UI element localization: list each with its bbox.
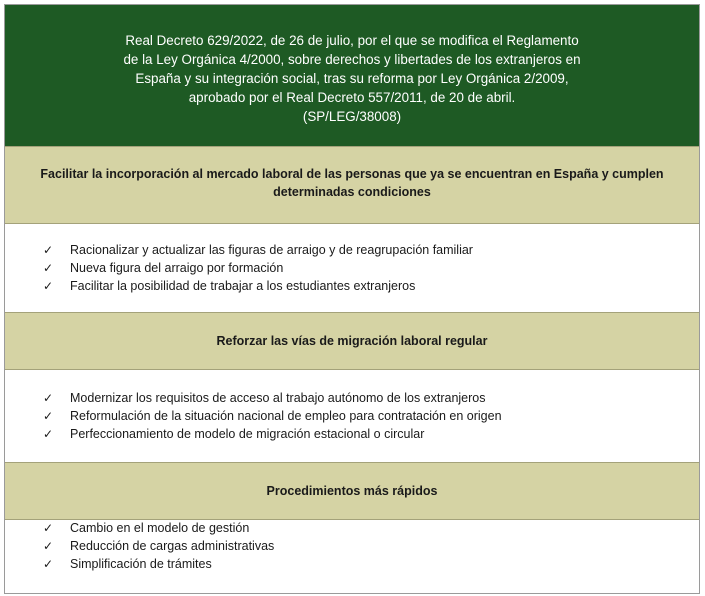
section-heading-faster-procedures <box>5 462 699 520</box>
checkmark-icon: ✓ <box>43 279 54 293</box>
decree-title-line: de la Ley Orgánica 4/2000, sobre derechos y libertades de los extranjeros en <box>123 52 581 67</box>
list-item <box>43 519 699 537</box>
section-heading-line: Procedimientos más rápidos <box>266 484 438 498</box>
list-item-text: Simplificación de trámites <box>70 557 212 571</box>
list-item-text: Reducción de cargas administrativas <box>70 539 275 553</box>
section-heading-line: Reforzar las vías de migración laboral regular <box>216 334 488 348</box>
list-item <box>43 277 699 295</box>
decree-title-line: aprobado por el Real Decreto 557/2011, de 20 de abril. <box>188 90 516 105</box>
section-heading-labor-market <box>5 146 699 224</box>
list-item-text: Racionalizar y actualizar las figuras de arraigo y de reagrupación familiar <box>70 243 473 257</box>
list-item <box>43 389 699 407</box>
list-item-text: Nueva figura del arraigo por formación <box>70 261 284 275</box>
list-item-text: Modernizar los requisitos de acceso al trabajo autónomo de los extranjeros <box>70 391 486 405</box>
list-item <box>43 259 699 277</box>
checkmark-icon: ✓ <box>43 243 54 257</box>
section-items-regular-migration <box>5 389 699 443</box>
list-item-text: Cambio en el modelo de gestión <box>70 521 250 535</box>
checkmark-icon: ✓ <box>43 521 54 535</box>
section-items-labor-market <box>5 241 699 295</box>
section-heading-line: determinadas condiciones <box>273 185 431 199</box>
checkmark-icon: ✓ <box>43 427 54 441</box>
section-items-faster-procedures <box>5 519 699 573</box>
decree-title-line: España y su integración social, tras su reforma por Ley Orgánica 2/2009, <box>135 71 569 86</box>
checkmark-icon: ✓ <box>43 539 54 553</box>
section-heading-regular-migration <box>5 312 699 370</box>
checkmark-icon: ✓ <box>43 391 54 405</box>
checkmark-icon: ✓ <box>43 409 54 423</box>
list-item <box>43 537 699 555</box>
list-item <box>43 425 699 443</box>
section-heading-line: Facilitar la incorporación al mercado laboral de las personas que ya se encuentran en España y cumplen <box>40 167 664 181</box>
checkmark-icon: ✓ <box>43 557 54 571</box>
list-item-text: Reformulación de la situación nacional de empleo para contratación en origen <box>70 409 502 423</box>
decree-title-header <box>5 5 699 146</box>
decree-reference-code: (SP/LEG/38008) <box>302 109 402 124</box>
list-item <box>43 241 699 259</box>
decree-title-line: Real Decreto 629/2022, de 26 de julio, por el que se modifica el Reglamento <box>125 33 579 48</box>
list-item <box>43 407 699 425</box>
list-item <box>43 555 699 573</box>
list-item-text: Facilitar la posibilidad de trabajar a los estudiantes extranjeros <box>70 279 416 293</box>
checkmark-icon: ✓ <box>43 261 54 275</box>
list-item-text: Perfeccionamiento de modelo de migración estacional o circular <box>70 427 425 441</box>
decree-summary-table <box>4 4 700 594</box>
